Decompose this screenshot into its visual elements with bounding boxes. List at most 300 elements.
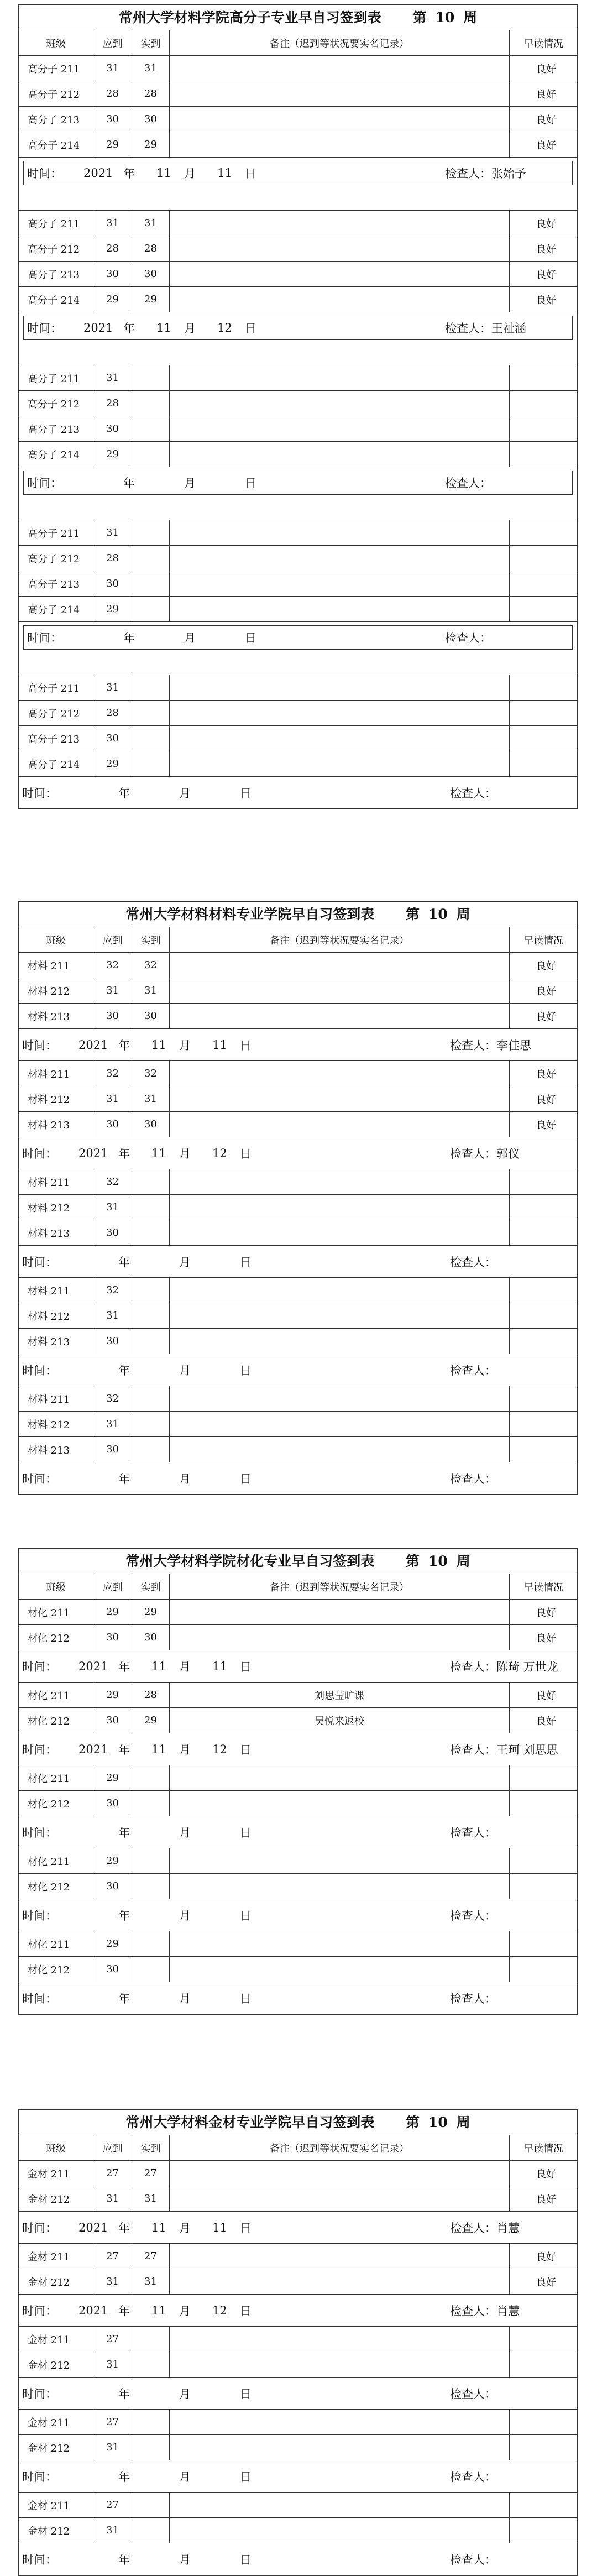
day-unit: 日 — [240, 1472, 252, 1486]
sign-footer — [19, 2460, 577, 2493]
reading-status-cell: 良好 — [536, 1715, 556, 1727]
day-value: 12 — [212, 2303, 227, 2317]
sign-footer — [19, 1137, 577, 1169]
table-row — [19, 2493, 577, 2518]
inspector-label: 检查人： — [445, 631, 491, 645]
table-row — [19, 211, 577, 236]
day-unit: 日 — [240, 1255, 252, 1269]
table-row — [19, 571, 577, 597]
class-cell: 金材 211 — [19, 2244, 93, 2269]
class-cell: 高分子 214 — [19, 597, 93, 621]
table-row — [19, 2410, 577, 2435]
reading-status-cell — [510, 2518, 577, 2543]
reading-status-cell — [510, 597, 577, 621]
month-unit: 月 — [179, 2221, 191, 2235]
note-cell — [170, 1386, 510, 1411]
actual-count-cell — [132, 2493, 170, 2517]
table-row — [19, 262, 577, 287]
inspector-label: 检查人： — [450, 2470, 496, 2484]
reading-status-cell — [510, 571, 577, 596]
day-block — [19, 1848, 577, 1931]
note-cell — [170, 1329, 510, 1354]
time-label: 时间： — [22, 1992, 57, 2005]
time-label: 时间： — [22, 2221, 57, 2235]
week-label: 第 10 周 — [405, 906, 470, 922]
sheet-title-text: 常州大学材料材料专业学院早自习签到表 — [125, 906, 375, 922]
table-row — [19, 107, 577, 132]
col-due-header: 应到 — [93, 30, 132, 55]
reading-status-cell — [510, 2327, 577, 2352]
inspector-field — [445, 165, 567, 181]
note-cell — [170, 56, 510, 81]
reading-status-cell — [510, 675, 577, 700]
sheet-title — [19, 2110, 577, 2135]
actual-count-cell: 30 — [132, 1112, 170, 1137]
note-cell — [170, 571, 510, 596]
table-row — [19, 2352, 577, 2378]
reading-status-cell — [510, 1278, 577, 1303]
year-unit: 年 — [118, 1255, 130, 1269]
inspector-name: 郭仪 — [496, 1147, 520, 1161]
actual-count-cell — [132, 1220, 170, 1245]
inspector-label: 检查人： — [450, 2304, 496, 2318]
class-cell: 金材 211 — [19, 2410, 93, 2434]
due-count-cell: 30 — [93, 1708, 132, 1733]
year-unit: 年 — [118, 1038, 130, 1052]
due-count-cell: 32 — [93, 1169, 132, 1194]
reading-status-cell — [510, 1169, 577, 1194]
due-count-cell: 31 — [93, 520, 132, 545]
inspector-label: 检查人： — [450, 1743, 496, 1757]
time-label: 时间： — [22, 1255, 57, 1269]
note-cell — [170, 2186, 510, 2211]
year-unit: 年 — [123, 322, 135, 335]
year-value: 2021 — [78, 1146, 108, 1160]
sign-footer — [23, 625, 573, 650]
actual-count-cell: 31 — [132, 2186, 170, 2211]
class-cell: 高分子 212 — [19, 391, 93, 416]
reading-status-cell — [510, 1765, 577, 1790]
actual-count-cell — [132, 1386, 170, 1411]
day-value: 11 — [212, 1659, 227, 1673]
table-row — [19, 1708, 577, 1733]
year-unit: 年 — [118, 1472, 130, 1486]
table-row — [19, 978, 577, 1004]
class-cell: 高分子 214 — [19, 287, 93, 312]
due-count-cell: 31 — [93, 365, 132, 390]
inspector-field — [450, 1362, 572, 1378]
class-cell: 高分子 211 — [19, 56, 93, 81]
class-cell: 材化 211 — [19, 1765, 93, 1790]
due-count-cell: 31 — [93, 675, 132, 700]
reading-status-cell: 良好 — [536, 243, 556, 255]
day-unit: 日 — [245, 477, 256, 490]
actual-count-cell — [132, 1765, 170, 1790]
reading-status-cell: 良好 — [536, 1011, 556, 1023]
reading-status-cell — [510, 1437, 577, 1462]
class-cell: 材料 212 — [19, 978, 93, 1003]
time-label: 时间： — [27, 167, 62, 180]
due-count-cell: 30 — [93, 1112, 132, 1137]
due-count-cell: 31 — [93, 1086, 132, 1111]
year-unit: 年 — [118, 2470, 130, 2484]
table-row — [19, 2518, 577, 2543]
sign-footer — [19, 1462, 577, 1495]
reading-status-cell: 良好 — [536, 114, 556, 126]
month-unit: 月 — [179, 1743, 191, 1757]
table-row — [19, 132, 577, 158]
time-label: 时间： — [22, 1826, 57, 1840]
day-block — [19, 1386, 577, 1495]
day-block — [19, 520, 577, 650]
note-cell — [170, 1112, 510, 1137]
reading-status-cell — [510, 1329, 577, 1354]
month-value: 11 — [151, 2303, 166, 2317]
inspector-label: 检查人： — [450, 1826, 496, 1840]
inspector-field — [450, 2219, 572, 2236]
note-cell — [170, 211, 510, 236]
class-cell: 材化 212 — [19, 1874, 93, 1899]
note-cell — [170, 1086, 510, 1111]
reading-status-cell — [510, 442, 577, 467]
table-row — [19, 2244, 577, 2269]
reading-status-cell: 良好 — [536, 960, 556, 972]
signin-sheet-polymer — [18, 4, 578, 809]
col-note-header: 备注（迟到等状况要实名记录） — [170, 2135, 510, 2160]
note-cell — [170, 132, 510, 157]
due-count-cell: 30 — [93, 416, 132, 441]
note-cell — [170, 2435, 510, 2460]
day-value: 12 — [212, 1146, 227, 1160]
actual-count-cell: 31 — [132, 1086, 170, 1111]
day-block — [19, 1278, 577, 1386]
note-cell — [170, 1625, 510, 1650]
note-cell — [170, 1195, 510, 1220]
due-count-cell: 29 — [93, 1600, 132, 1624]
day-unit: 日 — [240, 786, 252, 800]
table-row — [19, 2327, 577, 2352]
actual-count-cell — [132, 1195, 170, 1220]
class-cell: 金材 211 — [19, 2327, 93, 2352]
month-value: 11 — [151, 2220, 166, 2234]
due-count-cell: 27 — [93, 2493, 132, 2517]
due-count-cell: 30 — [93, 107, 132, 132]
year-unit: 年 — [123, 477, 135, 490]
reading-status-cell: 良好 — [536, 218, 556, 230]
week-label: 第 10 周 — [405, 2114, 470, 2130]
due-count-cell: 28 — [93, 236, 132, 261]
due-count-cell: 30 — [93, 262, 132, 286]
due-count-cell: 29 — [93, 1931, 132, 1956]
class-cell: 金材 212 — [19, 2518, 93, 2543]
reading-status-cell: 良好 — [536, 1094, 556, 1106]
month-unit: 月 — [184, 167, 196, 180]
table-row — [19, 1848, 577, 1874]
class-cell: 材料 211 — [19, 1061, 93, 1086]
day-block — [19, 56, 577, 185]
month-value: 11 — [156, 321, 171, 335]
note-cell — [170, 701, 510, 725]
table-row — [19, 1765, 577, 1791]
table-header — [19, 1574, 577, 1600]
sign-footer — [19, 1816, 577, 1848]
class-cell: 高分子 213 — [19, 416, 93, 441]
table-row — [19, 675, 577, 701]
month-unit: 月 — [179, 1472, 191, 1486]
reading-status-cell: 良好 — [536, 88, 556, 101]
class-cell: 材化 211 — [19, 1600, 93, 1624]
inspector-name: 肖慧 — [496, 2304, 520, 2318]
actual-count-cell — [132, 1278, 170, 1303]
day-unit: 日 — [240, 1363, 252, 1377]
actual-count-cell — [132, 2327, 170, 2352]
col-class-header: 班级 — [19, 2135, 93, 2160]
day-unit: 日 — [240, 1909, 252, 1922]
table-row — [19, 1683, 577, 1708]
day-value: 11 — [217, 166, 232, 180]
reading-status-cell — [510, 2435, 577, 2460]
inspector-label: 检查人： — [450, 1147, 496, 1161]
day-value: 11 — [212, 1038, 227, 1052]
class-cell: 材料 211 — [19, 1386, 93, 1411]
time-label: 时间： — [22, 1472, 57, 1486]
inspector-field — [450, 1470, 572, 1487]
sheet-title — [19, 902, 577, 927]
note-cell — [170, 365, 510, 390]
due-count-cell: 31 — [93, 2435, 132, 2460]
note-cell — [170, 2161, 510, 2186]
note-cell — [170, 287, 510, 312]
inspector-label: 检查人： — [445, 477, 491, 490]
note-cell: 刘思莹旷课 — [170, 1683, 510, 1707]
due-count-cell: 31 — [93, 1412, 132, 1436]
table-row — [19, 1386, 577, 1412]
day-block — [19, 2244, 577, 2327]
reading-status-cell — [510, 520, 577, 545]
actual-count-cell — [132, 1437, 170, 1462]
col-class-header: 班级 — [19, 1574, 93, 1599]
col-reading-header: 早读情况 — [523, 38, 563, 50]
year-unit: 年 — [118, 1826, 130, 1840]
note-cell — [170, 1848, 510, 1873]
class-cell: 高分子 213 — [19, 107, 93, 132]
reading-status-cell — [510, 1303, 577, 1328]
inspector-label: 检查人： — [450, 1992, 496, 2005]
note-cell — [170, 416, 510, 441]
table-row — [19, 56, 577, 81]
inspector-field — [450, 1037, 572, 1053]
time-label: 时间： — [27, 322, 62, 335]
inspector-field — [445, 629, 567, 646]
class-cell: 材料 213 — [19, 1004, 93, 1028]
due-count-cell: 31 — [93, 2269, 132, 2294]
inspector-label: 检查人： — [450, 1472, 496, 1486]
table-header — [19, 927, 577, 953]
note-cell — [170, 520, 510, 545]
sign-footer — [19, 2295, 577, 2327]
table-header — [19, 30, 577, 56]
inspector-label: 检查人： — [450, 786, 496, 800]
note-cell — [170, 751, 510, 776]
reading-status-cell: 良好 — [536, 1632, 556, 1644]
actual-count-cell: 31 — [132, 56, 170, 81]
inspector-name: 王祉涵 — [491, 322, 526, 335]
actual-count-cell: 27 — [132, 2244, 170, 2269]
inspector-name: 肖慧 — [496, 2221, 520, 2235]
month-unit: 月 — [184, 631, 196, 645]
sign-footer — [19, 2378, 577, 2410]
actual-count-cell — [132, 1169, 170, 1194]
due-count-cell: 30 — [93, 571, 132, 596]
time-label: 时间： — [27, 477, 62, 490]
month-unit: 月 — [179, 2553, 191, 2567]
note-cell — [170, 2493, 510, 2517]
inspector-field — [450, 2385, 572, 2402]
class-cell: 材料 212 — [19, 1195, 93, 1220]
day-unit: 日 — [240, 1743, 252, 1757]
reading-status-cell — [510, 2410, 577, 2434]
spacer — [19, 189, 577, 211]
table-row — [19, 236, 577, 262]
inspector-label: 检查人： — [450, 1909, 496, 1922]
table-header — [19, 2135, 577, 2161]
actual-count-cell — [132, 701, 170, 725]
actual-count-cell: 29 — [132, 1600, 170, 1624]
actual-count-cell — [132, 571, 170, 596]
day-block — [19, 2493, 577, 2575]
sign-footer — [19, 1246, 577, 1278]
day-block — [19, 1600, 577, 1683]
due-count-cell: 30 — [93, 1329, 132, 1354]
time-label: 时间： — [22, 2387, 57, 2401]
inspector-field — [450, 1741, 572, 1758]
actual-count-cell — [132, 546, 170, 571]
inspector-field — [450, 2551, 572, 2568]
note-cell — [170, 81, 510, 106]
reading-status-cell: 良好 — [536, 1119, 556, 1131]
class-cell: 高分子 213 — [19, 262, 93, 286]
note-cell — [170, 675, 510, 700]
class-cell: 高分子 214 — [19, 442, 93, 467]
sheet-title — [19, 1549, 577, 1574]
year-value: 2021 — [83, 321, 113, 335]
actual-count-cell: 30 — [132, 1625, 170, 1650]
class-cell: 金材 211 — [19, 2161, 93, 2186]
month-value: 11 — [151, 1659, 166, 1673]
due-count-cell: 29 — [93, 287, 132, 312]
class-cell: 材化 211 — [19, 1848, 93, 1873]
year-unit: 年 — [118, 786, 130, 800]
inspector-field — [450, 1658, 572, 1675]
sign-footer — [19, 1982, 577, 2014]
class-cell: 金材 211 — [19, 2493, 93, 2517]
table-row — [19, 953, 577, 978]
col-class-header: 班级 — [19, 927, 93, 952]
month-unit: 月 — [179, 1992, 191, 2005]
note-cell — [170, 1278, 510, 1303]
time-label: 时间： — [22, 1363, 57, 1377]
month-unit: 月 — [179, 1255, 191, 1269]
note-cell — [170, 262, 510, 286]
actual-count-cell — [132, 1329, 170, 1354]
month-value: 11 — [151, 1742, 166, 1756]
table-row — [19, 1625, 577, 1650]
day-block — [19, 675, 577, 809]
reading-status-cell — [510, 726, 577, 751]
year-value: 2021 — [78, 1038, 108, 1052]
time-label: 时间： — [22, 1660, 57, 1674]
col-reading-header: 早读情况 — [523, 1581, 563, 1593]
year-unit: 年 — [118, 1909, 130, 1922]
day-block — [19, 2327, 577, 2410]
table-row — [19, 1086, 577, 1112]
sign-footer — [19, 1354, 577, 1386]
month-unit: 月 — [179, 1826, 191, 1840]
inspector-field — [450, 785, 572, 801]
col-note-header: 备注（迟到等状况要实名记录） — [170, 30, 510, 55]
due-count-cell: 32 — [93, 1386, 132, 1411]
col-actual-header: 实到 — [132, 927, 170, 952]
class-cell: 材化 212 — [19, 1791, 93, 1816]
actual-count-cell: 32 — [132, 953, 170, 978]
year-value: 2021 — [83, 166, 113, 180]
class-cell: 高分子 211 — [19, 211, 93, 236]
time-label: 时间： — [22, 1038, 57, 1052]
note-cell — [170, 726, 510, 751]
class-cell: 材化 211 — [19, 1683, 93, 1707]
due-count-cell: 31 — [93, 2352, 132, 2377]
reading-status-cell: 良好 — [536, 2193, 556, 2206]
actual-count-cell — [132, 1791, 170, 1816]
reading-status-cell — [510, 2352, 577, 2377]
actual-count-cell: 32 — [132, 1061, 170, 1086]
day-unit: 日 — [240, 2304, 252, 2318]
note-cell — [170, 1931, 510, 1956]
day-unit: 日 — [240, 1826, 252, 1840]
class-cell: 材料 213 — [19, 1220, 93, 1245]
due-count-cell: 31 — [93, 978, 132, 1003]
note-cell — [170, 978, 510, 1003]
actual-count-cell — [132, 1848, 170, 1873]
sign-footer — [19, 2543, 577, 2575]
signin-sheet-metals — [18, 2109, 578, 2576]
due-count-cell: 32 — [93, 953, 132, 978]
class-cell: 材料 212 — [19, 1086, 93, 1111]
inspector-label: 检查人： — [450, 2387, 496, 2401]
note-cell — [170, 236, 510, 261]
actual-count-cell: 30 — [132, 262, 170, 286]
sheet-title-text: 常州大学材料学院高分子专业早自习签到表 — [118, 9, 381, 25]
due-count-cell: 32 — [93, 1061, 132, 1086]
table-row — [19, 1278, 577, 1303]
year-value: 2021 — [78, 1659, 108, 1673]
sign-footer — [23, 316, 573, 340]
inspector-label: 检查人： — [450, 1255, 496, 1269]
sign-footer — [19, 1029, 577, 1061]
note-cell — [170, 1061, 510, 1086]
table-row — [19, 520, 577, 546]
signin-sheet-matchem — [18, 1548, 578, 2015]
actual-count-cell — [132, 442, 170, 467]
sign-footer — [23, 471, 573, 495]
day-block — [19, 365, 577, 495]
note-cell: 吴悦来返校 — [170, 1708, 510, 1733]
reading-status-cell — [510, 1931, 577, 1956]
reading-status-cell: 良好 — [536, 1068, 556, 1080]
sheet-title — [19, 5, 577, 30]
note-cell — [170, 597, 510, 621]
sign-footer — [19, 1899, 577, 1931]
